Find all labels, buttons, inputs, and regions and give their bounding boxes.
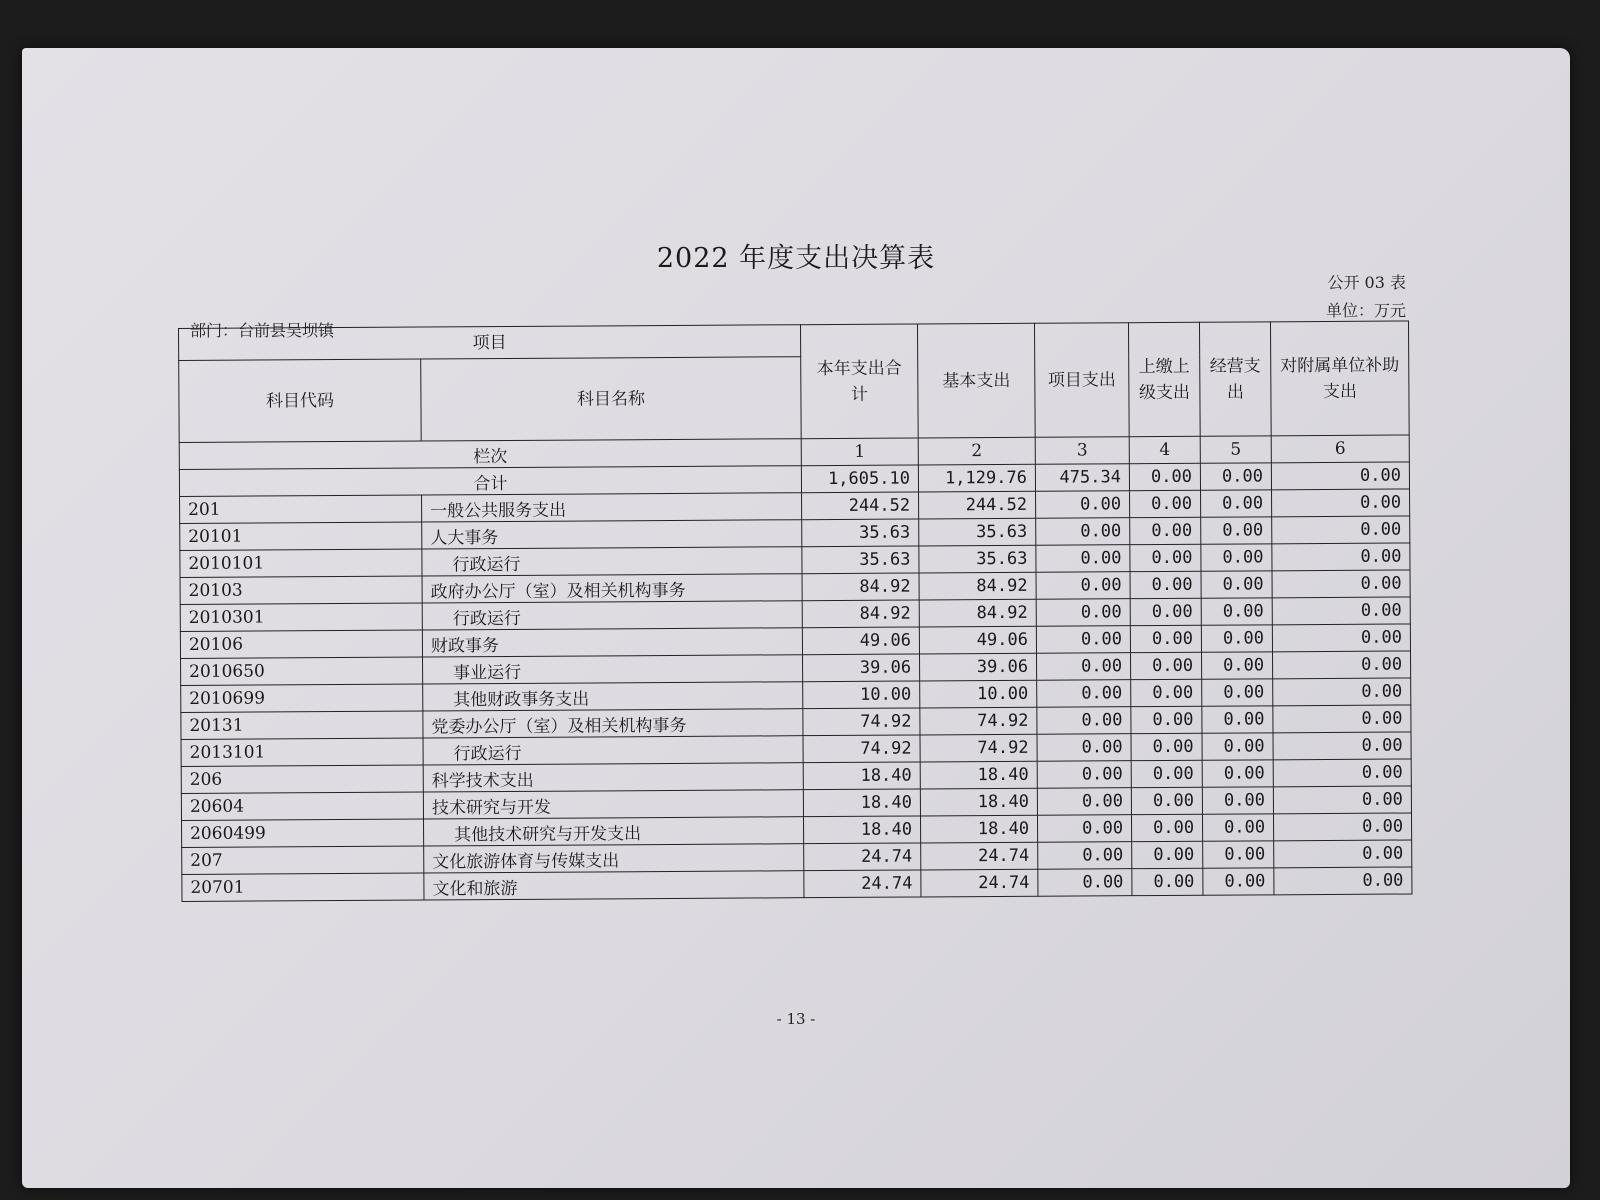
subject-code: 20101 bbox=[180, 522, 422, 550]
amount-cell: 18.40 bbox=[803, 789, 920, 817]
amount-cell: 10.00 bbox=[803, 681, 920, 709]
amount-cell: 0.00 bbox=[1202, 706, 1273, 733]
amount-cell: 0.00 bbox=[1131, 706, 1202, 733]
amount-cell: 24.74 bbox=[921, 869, 1038, 897]
amount-cell: 0.00 bbox=[1131, 760, 1202, 787]
amount-cell: 49.06 bbox=[802, 627, 919, 655]
amount-cell: 0.00 bbox=[1132, 868, 1203, 895]
subject-name: 政府办公厅（室）及相关机构事务 bbox=[422, 574, 802, 603]
column-number: 2 bbox=[918, 437, 1035, 465]
subject-name: 党委办公厅（室）及相关机构事务 bbox=[423, 709, 803, 738]
amount-cell: 0.00 bbox=[1130, 544, 1201, 571]
amount-cell: 0.00 bbox=[1131, 652, 1202, 679]
amount-cell: 0.00 bbox=[1272, 570, 1410, 598]
amount-cell: 74.92 bbox=[920, 707, 1037, 735]
amount-cell: 0.00 bbox=[1273, 759, 1411, 787]
amount-cell: 39.06 bbox=[920, 653, 1037, 681]
amount-cell: 0.00 bbox=[1201, 571, 1272, 598]
amount-cell: 0.00 bbox=[1037, 653, 1131, 681]
department-label: 部门：台前县吴坝镇 bbox=[190, 321, 335, 340]
subject-code: 2010699 bbox=[181, 684, 423, 712]
amount-cell: 24.74 bbox=[804, 843, 921, 871]
amount-cell: 74.92 bbox=[920, 734, 1037, 762]
amount-cell: 35.63 bbox=[802, 546, 919, 574]
subject-code: 20604 bbox=[181, 792, 423, 820]
amount-cell: 0.00 bbox=[1202, 760, 1273, 787]
header-name: 科目名称 bbox=[421, 357, 801, 441]
amount-cell: 74.92 bbox=[803, 708, 920, 736]
amount-cell: 0.00 bbox=[1272, 489, 1410, 517]
subject-code: 2010301 bbox=[180, 603, 422, 631]
subject-name: 技术研究与开发 bbox=[423, 790, 803, 819]
amount-cell: 0.00 bbox=[1203, 841, 1274, 868]
total-value: 0.00 bbox=[1200, 463, 1271, 490]
subject-name: 一般公共服务支出 bbox=[422, 493, 802, 522]
amount-cell: 0.00 bbox=[1131, 679, 1202, 706]
amount-cell: 0.00 bbox=[1273, 786, 1411, 814]
amount-cell: 0.00 bbox=[1036, 545, 1130, 573]
subject-code: 20701 bbox=[182, 873, 424, 901]
amount-cell: 0.00 bbox=[1202, 679, 1273, 706]
header-project: 项目 bbox=[179, 325, 801, 361]
form-number: 公开 03 表 bbox=[1327, 273, 1406, 292]
amount-cell: 0.00 bbox=[1036, 572, 1130, 600]
amount-cell: 0.00 bbox=[1131, 814, 1202, 841]
amount-cell: 0.00 bbox=[1130, 625, 1201, 652]
amount-cell: 0.00 bbox=[1036, 518, 1130, 546]
amount-cell: 18.40 bbox=[920, 788, 1037, 816]
amount-cell: 0.00 bbox=[1201, 517, 1272, 544]
column-number-label: 栏次 bbox=[179, 439, 801, 470]
amount-cell: 0.00 bbox=[1273, 813, 1411, 841]
subject-code: 2013101 bbox=[181, 738, 423, 766]
total-value: 475.34 bbox=[1035, 464, 1129, 492]
header-basic: 基本支出 bbox=[917, 323, 1035, 438]
amount-cell: 18.40 bbox=[920, 761, 1037, 789]
amount-cell: 244.52 bbox=[802, 492, 919, 520]
amount-cell: 0.00 bbox=[1274, 840, 1412, 868]
amount-cell: 0.00 bbox=[1036, 599, 1130, 627]
amount-cell: 0.00 bbox=[1130, 490, 1201, 517]
subject-name: 文化和旅游 bbox=[424, 871, 804, 900]
amount-cell: 0.00 bbox=[1272, 597, 1410, 625]
amount-cell: 0.00 bbox=[1201, 625, 1272, 652]
amount-cell: 10.00 bbox=[920, 680, 1037, 708]
amount-cell: 18.40 bbox=[803, 816, 920, 844]
amount-cell: 84.92 bbox=[802, 573, 919, 601]
total-value: 1,605.10 bbox=[801, 465, 918, 493]
total-value: 0.00 bbox=[1129, 463, 1200, 490]
amount-cell: 0.00 bbox=[1201, 598, 1272, 625]
amount-cell: 0.00 bbox=[1272, 651, 1410, 679]
amount-cell: 84.92 bbox=[919, 572, 1036, 600]
amount-cell: 0.00 bbox=[1130, 571, 1201, 598]
subject-code: 20106 bbox=[180, 630, 422, 658]
amount-cell: 0.00 bbox=[1273, 678, 1411, 706]
amount-cell: 0.00 bbox=[1037, 761, 1131, 789]
amount-cell: 49.06 bbox=[919, 626, 1036, 654]
amount-cell: 0.00 bbox=[1131, 787, 1202, 814]
amount-cell: 0.00 bbox=[1274, 867, 1412, 895]
subject-code: 207 bbox=[182, 846, 424, 874]
total-value: 0.00 bbox=[1271, 462, 1409, 490]
amount-cell: 0.00 bbox=[1037, 734, 1131, 762]
header-project-expense: 项目支出 bbox=[1034, 323, 1129, 438]
amount-cell: 0.00 bbox=[1131, 733, 1202, 760]
amount-cell: 18.40 bbox=[920, 815, 1037, 843]
amount-cell: 24.74 bbox=[804, 870, 921, 898]
amount-cell: 84.92 bbox=[802, 600, 919, 628]
column-number: 1 bbox=[801, 438, 918, 466]
subject-name: 人大事务 bbox=[422, 520, 802, 549]
amount-cell: 84.92 bbox=[919, 599, 1036, 627]
subject-name: 行政运行 bbox=[422, 547, 802, 576]
amount-cell: 0.00 bbox=[1037, 707, 1131, 735]
subject-code: 201 bbox=[180, 495, 422, 523]
amount-cell: 0.00 bbox=[1201, 490, 1272, 517]
header-subsidy: 对附属单位补助支出 bbox=[1270, 321, 1409, 436]
amount-cell: 244.52 bbox=[919, 491, 1036, 519]
amount-cell: 39.06 bbox=[803, 654, 920, 682]
amount-cell: 0.00 bbox=[1203, 868, 1274, 895]
amount-cell: 0.00 bbox=[1201, 652, 1272, 679]
amount-cell: 35.63 bbox=[919, 518, 1036, 546]
amount-cell: 0.00 bbox=[1038, 869, 1132, 897]
amount-cell: 18.40 bbox=[803, 762, 920, 790]
subject-name: 科学技术支出 bbox=[423, 763, 803, 792]
document-page bbox=[22, 48, 1570, 1188]
amount-cell: 0.00 bbox=[1273, 705, 1411, 733]
amount-cell: 0.00 bbox=[1037, 815, 1131, 843]
subject-name: 其他财政事务支出 bbox=[423, 682, 803, 711]
subject-name: 文化旅游体育与传媒支出 bbox=[424, 844, 804, 873]
amount-cell: 0.00 bbox=[1130, 517, 1201, 544]
header-upper: 上缴上级支出 bbox=[1128, 322, 1200, 436]
subject-code: 20131 bbox=[181, 711, 423, 739]
amount-cell: 0.00 bbox=[1132, 841, 1203, 868]
subject-name: 行政运行 bbox=[422, 601, 802, 630]
subject-name: 其他技术研究与开发支出 bbox=[424, 817, 804, 846]
amount-cell: 0.00 bbox=[1037, 788, 1131, 816]
amount-cell: 0.00 bbox=[1037, 680, 1131, 708]
unit-label: 单位：万元 bbox=[1325, 301, 1406, 320]
header-code: 科目代码 bbox=[179, 359, 421, 442]
amount-cell: 35.63 bbox=[802, 519, 919, 547]
header-business: 经营支出 bbox=[1199, 322, 1271, 436]
subject-name: 财政事务 bbox=[422, 628, 802, 657]
amount-cell: 0.00 bbox=[1272, 624, 1410, 652]
amount-cell: 0.00 bbox=[1273, 732, 1411, 760]
column-number: 5 bbox=[1200, 436, 1271, 463]
document-title: 2022 年度支出决算表 bbox=[656, 243, 936, 274]
amount-cell: 0.00 bbox=[1036, 491, 1130, 519]
subject-code: 2060499 bbox=[182, 819, 424, 847]
column-number: 4 bbox=[1129, 436, 1200, 463]
amount-cell: 0.00 bbox=[1036, 626, 1130, 654]
amount-cell: 24.74 bbox=[921, 842, 1038, 870]
subject-name: 事业运行 bbox=[423, 655, 803, 684]
total-label: 合计 bbox=[179, 466, 801, 497]
subject-code: 206 bbox=[181, 765, 423, 793]
amount-cell: 0.00 bbox=[1202, 814, 1273, 841]
amount-cell: 0.00 bbox=[1201, 544, 1272, 571]
amount-cell: 35.63 bbox=[919, 545, 1036, 573]
column-number: 6 bbox=[1271, 435, 1409, 463]
header-total: 本年支出合计 bbox=[800, 324, 918, 439]
subject-code: 2010650 bbox=[181, 657, 423, 685]
table-body bbox=[179, 435, 1412, 902]
amount-cell: 74.92 bbox=[803, 735, 920, 763]
subject-code: 20103 bbox=[180, 576, 422, 604]
subject-code: 2010101 bbox=[180, 549, 422, 577]
amount-cell: 0.00 bbox=[1272, 543, 1410, 571]
amount-cell: 0.00 bbox=[1130, 598, 1201, 625]
amount-cell: 0.00 bbox=[1272, 516, 1410, 544]
amount-cell: 0.00 bbox=[1038, 842, 1132, 870]
page-number: - 13 - bbox=[776, 1010, 816, 1028]
amount-cell: 0.00 bbox=[1202, 787, 1273, 814]
expenditure-table bbox=[178, 320, 1412, 902]
column-number: 3 bbox=[1035, 437, 1129, 465]
subject-name: 行政运行 bbox=[423, 736, 803, 765]
amount-cell: 0.00 bbox=[1202, 733, 1273, 760]
total-value: 1,129.76 bbox=[918, 464, 1035, 492]
